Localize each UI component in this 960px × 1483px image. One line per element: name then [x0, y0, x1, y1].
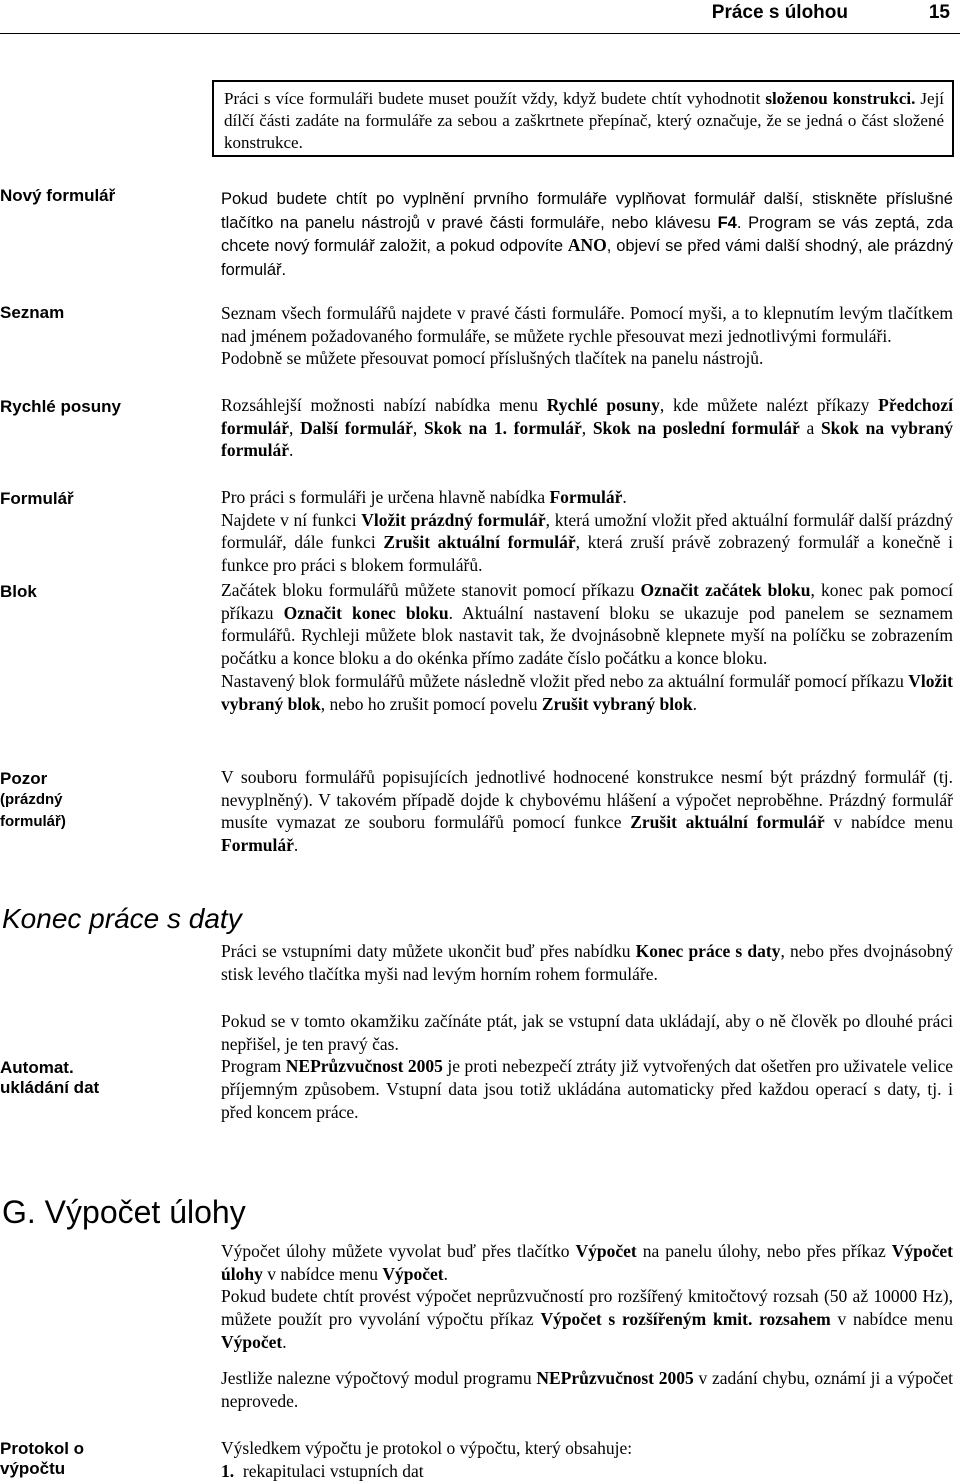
margin-label-rychle-posuny: Rychlé posuny	[0, 397, 121, 416]
margin-label-formular: Formulář	[0, 489, 74, 508]
paragraph-seznam	[221, 302, 953, 370]
text: a	[799, 417, 821, 438]
text: Program	[221, 1056, 286, 1077]
text: .	[692, 693, 697, 714]
text: Jestliže nalezne výpočtový modul programu	[221, 1368, 537, 1388]
protokol-label: Protokol o	[0, 1439, 85, 1458]
text: . Aktuální nastavení bloku se ukazuje pod panelem se seznamem formulářů. Rychleji můžete blok nastavit tak, že dvojnásobně klepnete myší na políčku se zobrazením počátku a konce bloku a do okénka přímo zadáte číslo počátku a konce bloku.	[221, 602, 953, 669]
text: , nebo ho zrušit pomocí povelu	[320, 693, 542, 714]
text: na panelu úlohy, nebo přes příkaz	[636, 1241, 892, 1261]
paragraph-vypocet	[221, 1240, 953, 1354]
section-heading-konec: Konec práce s daty	[2, 903, 242, 934]
list-number: 1.	[221, 1460, 235, 1481]
paragraph-rychle-posuny	[221, 394, 953, 462]
text: Začátek bloku formulářů můžete stanovit pomocí příkazu	[221, 580, 641, 600]
page-number: 15	[928, 2, 950, 23]
text: v zadání chybu, oznámí ji a výpočet neprovede.	[221, 1368, 953, 1411]
note-bold: složenou konstrukci.	[765, 89, 916, 108]
header-divider	[0, 33, 960, 34]
bold-command: Další formulář	[300, 417, 413, 438]
bold-command: Vložit prázdný formulář	[361, 509, 546, 530]
text: Práci se vstupními daty můžete ukončit buď přes nabídku	[221, 941, 636, 961]
bold-command: Zrušit aktuální formulář	[383, 532, 576, 553]
text: ,	[412, 417, 424, 438]
boxed-note	[212, 80, 954, 157]
text: Rozsáhlejší možnosti nabízí nabídka menu	[221, 395, 547, 415]
bold-menu: Konec práce s daty	[635, 941, 781, 961]
note-text: Práci s více formuláři budete muset použít vždy, když budete chtít vyhodnotit	[224, 89, 766, 108]
text: .	[289, 440, 294, 461]
bold-command: Výpočet úlohy	[221, 1241, 953, 1284]
text: .	[282, 1331, 287, 1352]
bold-key: F4	[717, 213, 737, 232]
text: , kde můžete nalézt příkazy	[659, 395, 879, 415]
section-heading-vypocet: G. Výpočet úlohy	[2, 1194, 246, 1230]
bold-command: Zrušit vybraný blok	[541, 693, 693, 714]
bold-menu: Výpočet	[382, 1263, 444, 1284]
pozor-sub-label: (prázdný	[0, 791, 63, 808]
text: , která zruší právě zobrazený formulář a konečně i funkce pro práci s blokem formulářů.	[221, 532, 953, 576]
margin-label-seznam: Seznam	[0, 303, 65, 322]
text: Najdete v ní funkci	[221, 509, 362, 530]
bold-command: Zrušit aktuální formulář	[630, 812, 825, 833]
text: . Program se vás zeptá, zda chcete nový formulář založit, a pokud odpovíte	[221, 213, 953, 256]
bold-command: Vložit vybraný blok	[221, 670, 953, 714]
paragraph-konec	[221, 940, 953, 985]
list-item-text: rekapitulaci vstupních dat	[242, 1460, 424, 1481]
text: , která umožní vložit před aktuální formulář další prázdný formulář, dále funkci	[221, 509, 953, 553]
pozor-sub-label: formulář)	[0, 813, 66, 830]
bold-program-name: NEPrůzvučnost 2005	[285, 1056, 443, 1077]
text: Pokud budete chtít po vyplnění prvního formuláře vyplňovat formulář další, stiskněte příslušné tlačítko na panelu nástrojů v pravé části formuláře, nebo klávesu	[221, 190, 953, 232]
paragraph-novy-formular	[221, 187, 953, 282]
bold-command: Označit začátek bloku	[640, 580, 811, 600]
text: Výpočet úlohy můžete vyvolat buď přes tlačítko	[221, 1241, 576, 1261]
bold-menu: Výpočet	[221, 1331, 283, 1352]
bold-program-name: NEPrůzvučnost 2005	[536, 1368, 694, 1388]
margin-label-protokol	[0, 1439, 205, 1479]
text: ,	[581, 417, 593, 438]
paragraph-automat	[221, 1010, 953, 1124]
text: Podobně se můžete přesouvat pomocí příslušných tlačítek na panelu nástrojů.	[221, 348, 764, 369]
text: .	[293, 835, 299, 856]
text: Výsledkem výpočtu je protokol o výpočtu, který obsahuje:	[221, 1438, 633, 1458]
running-header-title: Práce s úlohou	[711, 2, 848, 23]
bold-command: Skok na poslední formulář	[592, 417, 800, 438]
automat-label: ukládání dat	[0, 1078, 100, 1097]
text: je proti nebezpečí ztráty již vytvořených dat ošetřen pro uživatele velice příjemným způsobem. Vstupní data jsou totiž ukládána automaticky před každou operací s daty, tj. i před koncem práce.	[221, 1056, 953, 1122]
margin-label-novy-formular: Nový formulář	[0, 186, 116, 205]
bold-command: Skok na 1. formulář	[423, 417, 582, 438]
text: .	[443, 1263, 448, 1284]
text: Nastavený blok formulářů můžete následně vložit před nebo za aktuální formulář pomocí příkazu	[221, 670, 909, 691]
margin-label-blok: Blok	[0, 582, 37, 601]
text: ,	[289, 417, 301, 438]
protokol-label: výpočtu	[0, 1459, 66, 1478]
bold-command: Výpočet s rozšířeným kmit. rozsahem	[540, 1309, 831, 1330]
bold-command: Označit konec bloku	[283, 602, 449, 623]
bold-menu: Formulář	[549, 487, 623, 507]
paragraph-protokol	[221, 1437, 953, 1482]
text: , nebo přes dvojnásobný stisk levého tlačítka myši nad levým horním rohem formuláře.	[221, 941, 953, 984]
bold-menu: Rychlé posuny	[546, 395, 660, 415]
automat-label: Automat.	[0, 1058, 74, 1077]
paragraph-formular	[221, 486, 953, 577]
margin-label-automat	[0, 1058, 205, 1098]
note-text: Její dílčí části zadáte na formuláře za sebou a zaškrtnete přepínač, který označuje, že se jedná o část složené konstrukce.	[224, 89, 945, 152]
paragraph-vypocet-chyba	[221, 1367, 953, 1412]
margin-label-pozor	[0, 769, 205, 833]
text: v nabídce menu	[262, 1263, 383, 1284]
text: Seznam všech formulářů najdete v pravé části formuláře. Pomocí myši, a to klepnutím levým tlačítkem nad jménem požadovaného formuláře, se můžete rychle přesouvat mezi jednotlivými formuláři.	[221, 303, 953, 346]
text: v nabídce menu	[824, 812, 953, 833]
bold-answer: ANO	[567, 235, 607, 256]
text: , objeví se před vámi další shodný, ale prázdný formulář.	[221, 237, 953, 280]
bold-menu: Formulář	[221, 835, 294, 856]
text: Pokud budete chtít provést výpočet neprůzvučností pro rozšířený kmitočtový rozsah (50 až 10000 Hz), můžete použít pro vyvolání výpočtu příkaz	[221, 1286, 953, 1330]
bold-command: Skok na vybraný formulář	[221, 417, 954, 461]
text: V souboru formulářů popisujících jednotlivé hodnocené konstrukce nesmí být prázdný formulář (tj. nevyplněný). V takovém případě dojde k chybovému hlášení a výpočet neproběhne. Prázdný formulář musíte vymazat ze souboru formulářů pomocí funkce	[221, 767, 953, 833]
bold-button: Výpočet	[575, 1241, 637, 1261]
text: Pokud se v tomto okamžiku začínáte ptát, jak se vstupní data ukládají, aby o ně člověk po dlouhé práci nepřišel, je ten pravý čas.	[221, 1011, 953, 1054]
text: Pro práci s formuláři je určena hlavně nabídka	[221, 487, 550, 507]
paragraph-blok	[221, 579, 953, 715]
text: .	[622, 487, 627, 507]
text: v nabídce menu	[830, 1309, 953, 1330]
paragraph-pozor	[221, 766, 953, 857]
pozor-label: Pozor	[0, 769, 48, 788]
bold-command: Předchozí formulář	[221, 395, 953, 438]
text: , konec pak pomocí příkazu	[221, 580, 953, 623]
